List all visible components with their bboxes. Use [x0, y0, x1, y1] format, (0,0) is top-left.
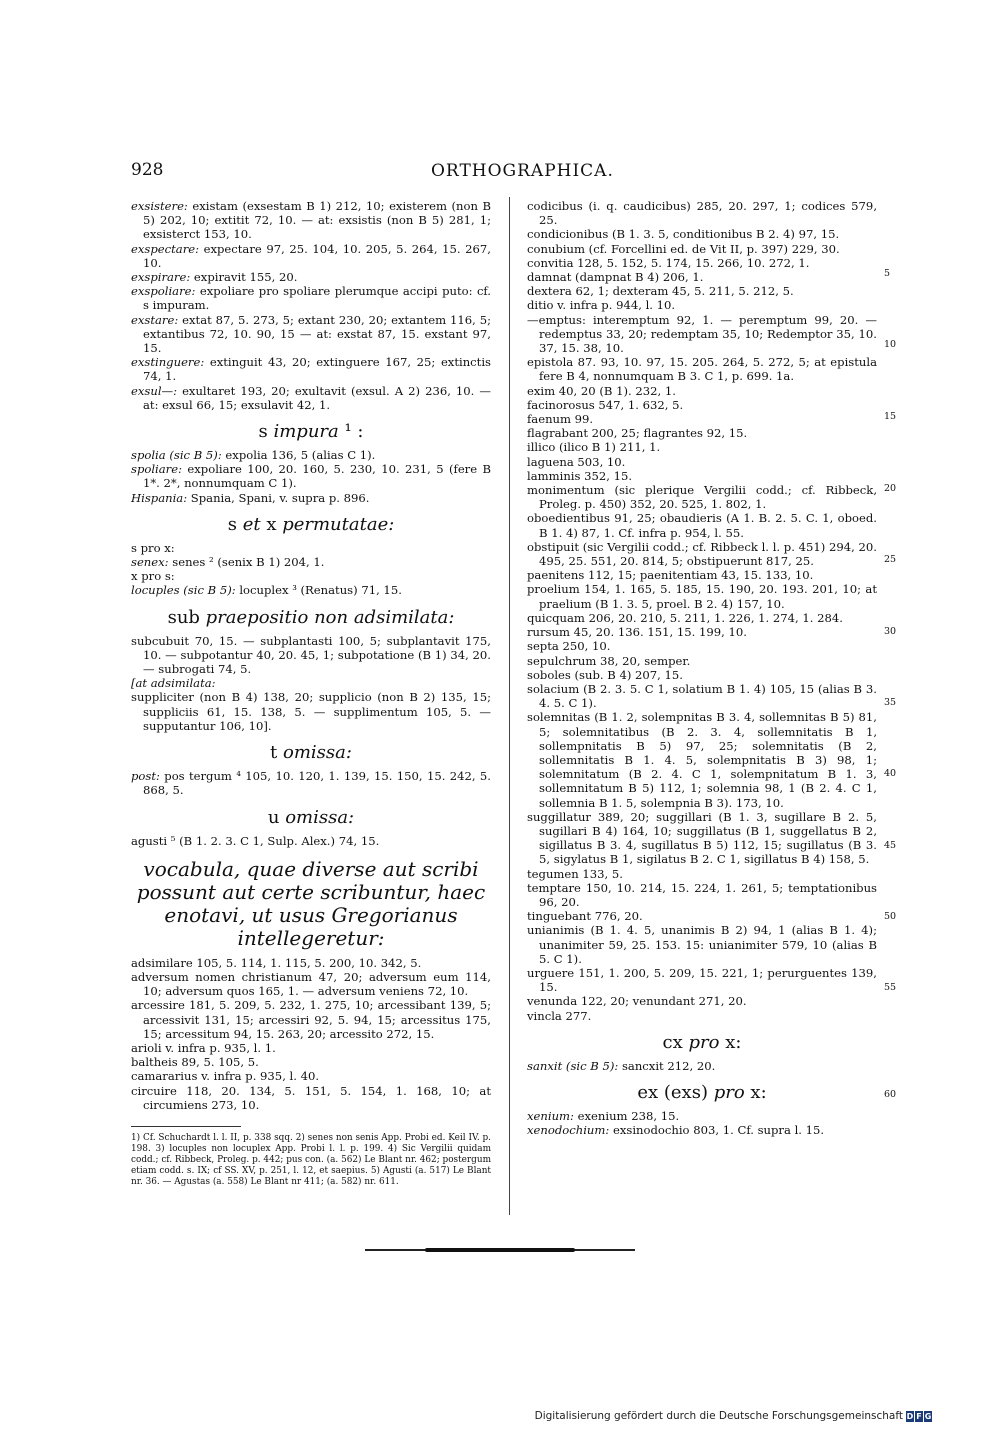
line-number: 5: [884, 268, 891, 279]
list-item: flagrabant 200, 25; flagrantes 92, 15.: [527, 426, 748, 441]
list-item: spoliare: expoliare 100, 20. 160, 5. 230, 10. 231, 5 (fere B 1*. 2*, nonnumquam C 1).: [131, 462, 491, 491]
column-divider: [509, 197, 510, 1215]
dfg-logo-icon: D F G: [906, 1411, 932, 1421]
list-item: exspirare: expiravit 155, 20.: [131, 270, 298, 285]
list-item: tinguebant 776, 20.: [527, 909, 643, 924]
section-heading-t: t omissa:: [270, 742, 352, 764]
list-item: venunda 122, 20; venundant 271, 20.: [527, 994, 747, 1009]
digitization-note-text: Digitalisierung gefördert durch die Deutsche Forschungsgemeinschaft: [534, 1410, 903, 1422]
list-item: solacium (B 2. 3. 5. C 1, solatium B 1. 4) 105, 15 (alias B 3. 4. 5. C 1).: [527, 681, 877, 711]
list-item: arioli v. infra p. 935, l. 1.: [131, 1040, 276, 1055]
list-item: epistola 87. 93, 10. 97, 15. 205. 264, 5. 272, 5; at epistula fere B 4, nonnumquam B 3. C 1, p. 699. 1a.: [527, 355, 877, 384]
list-item: paenitens 112, 15; paenitentiam 43, 15. 133, 10.: [527, 568, 814, 583]
footnote-divider: [131, 1126, 241, 1127]
section-heading-permutatae: s et x permutatae:: [227, 513, 395, 535]
right-column: [527, 199, 877, 1137]
list-item: arcessire 181, 5. 209, 5. 232, 1. 275, 10; arcessibant 139, 5; arcessivit 131, 15; arcessiri 92, 5. 94, 15; arcessitus 175, 15; arcessitum 94, 15. 263, 20; arcessito 272, 15.: [131, 998, 491, 1041]
sub-label: x pro s:: [131, 569, 175, 584]
running-head: ORTHOGRAPHICA.: [431, 161, 614, 181]
list-item: vincla 277.: [527, 1008, 592, 1023]
page-number: 928: [131, 160, 164, 180]
list-item: soboles (sub. B 4) 207, 15.: [527, 667, 683, 682]
line-number: 45: [884, 840, 897, 851]
list-item: condicionibus (B 1. 3. 5, conditionibus B 2. 4) 97, 15.: [527, 227, 840, 242]
list-item: locuples (sic B 5): locuplex ³ (Renatus) 71, 15.: [131, 583, 402, 598]
line-number: 20: [884, 483, 897, 494]
bottom-ornament: [365, 1248, 635, 1252]
list-item: Hispania: Spania, Spani, v. supra p. 896.: [131, 490, 370, 505]
list-item: adsimilare 105, 5. 114, 1. 115, 5. 200, 10. 342, 5.: [131, 955, 422, 970]
list-item: baltheis 89, 5. 105, 5.: [131, 1055, 259, 1070]
line-number: 15: [884, 411, 897, 422]
list-item: proelium 154, 1. 165, 5. 185, 15. 190, 20. 193. 201, 10; at praelium (B 1. 3. 5, proel. B 2. 4) 157, 10.: [527, 582, 877, 611]
list-item: dextera 62, 1; dexteram 45, 5. 211, 5. 212, 5.: [527, 284, 794, 299]
left-column: [131, 199, 491, 1188]
list-item: exstinguere: extinguit 43, 20; extinguere 167, 25; extinctis 74, 1.: [131, 355, 491, 384]
list-item: exspectare: expectare 97, 25. 104, 10. 205, 5. 264, 15. 267, 10.: [131, 241, 491, 270]
list-item: suggillatur 389, 20; suggillari (B 1. 3, sugillare B 2. 5, sugillari B 4) 164, 10; suggillatus (B 1, suggellatus B 2, sigillatus B 3. 4, sugillatus B 5) 112, 15; sugillatus (B 3. 5, sigylatus B 1, sigilatus B 2. C 1, sigillatus B 4) 158, 5.: [527, 809, 877, 867]
list-item: tegumen 133, 5.: [527, 866, 623, 881]
list-item: spolia (sic B 5): expolia 136, 5 (alias C 1).: [131, 448, 376, 463]
footnotes: 1) Cf. Schuchardt l. l. II, p. 338 sqq. 2) senes non senis App. Probi ed. Keil IV. p. 198. 3) locuples non locuplex App. Probi l. l. p. 199. 4) Sic Vergilii quidam codd.; cf. Ribbeck, Proleg. p. 442; pus con. (a. 562) Le Blant nr. 462; postergum etiam codd. s. IX; cf SS. XV, p. 251, l. 12, et saepius. 5) Agusti (a. 517) Le Blant nr. 36. — Agustas (a. 558) Le Blant nr 411; (a. 582) nr. 611.: [131, 1132, 491, 1187]
digitization-note: [535, 1410, 932, 1422]
list-item: sanxit (sic B 5): sancxit 212, 20.: [527, 1058, 716, 1073]
list-item: senex: senes ² (senix B 1) 204, 1.: [131, 555, 325, 570]
line-number: 55: [884, 982, 897, 993]
section-heading-cx: cx pro x:: [662, 1031, 742, 1053]
list-item: exsul—: exultaret 193, 20; exultavit (exsul. A 2) 236, 10. — at: exsul 66, 15; exsulavit 42, 1.: [131, 383, 491, 412]
section-heading-sub: sub praepositio non adsimilata:: [167, 606, 455, 628]
sub-label: [at adsimilata:: [131, 676, 216, 691]
list-item: subcubuit 70, 15. — subplantasti 100, 5; subplantavit 175, 10. — subpotantur 40, 20. 45, 1; subpotatione (B 1) 34, 20. — subrogati 74, 5.: [131, 633, 491, 677]
list-item: suppliciter (non B 4) 138, 20; supplicio (non B 2) 135, 15; suppliciis 61, 15. 138, 5. — supplimentum 105, 5. — supputantur 106, 10].: [131, 690, 491, 733]
list-item: facinorosus 547, 1. 632, 5.: [527, 397, 684, 412]
list-item: codicibus (i. q. caudicibus) 285, 20. 297, 1; codices 579, 25.: [527, 199, 877, 228]
list-item: circuire 118, 20. 134, 5. 151, 5. 154, 1. 168, 10; at circumiens 273, 10.: [131, 1083, 491, 1112]
sub-label: s pro x:: [131, 540, 175, 555]
line-number: 35: [884, 697, 897, 708]
list-item: monimentum (sic plerique Vergilii codd.; cf. Ribbeck, Proleg. p. 450) 352, 20. 525, 1. 802, 1.: [527, 483, 877, 512]
list-item: exstare: extat 87, 5. 273, 5; extant 230, 20; extantem 116, 5; extantibus 72, 10. 90, 15 — at: exstat 87, 15. exstant 97, 15.: [131, 312, 491, 356]
list-item: convitia 128, 5. 152, 5. 174, 15. 266, 10. 272, 1.: [527, 255, 810, 270]
line-number: 25: [884, 554, 897, 565]
list-item: ditio v. infra p. 944, l. 10.: [527, 298, 676, 313]
list-item: damnat (dampnat B 4) 206, 1.: [527, 270, 704, 285]
line-number: 30: [884, 626, 897, 637]
line-number: 10: [884, 339, 897, 350]
list-item: laguena 503, 10.: [527, 454, 626, 469]
list-item: adversum nomen christianum 47, 20; adversum eum 114, 10; adversum quos 165, 1. — adversum veniens 72, 10.: [131, 969, 491, 999]
list-item: quicquam 206, 20. 210, 5. 211, 1. 226, 1. 274, 1. 284.: [527, 610, 843, 625]
section-heading-u: u omissa:: [267, 806, 355, 828]
section-heading-impura: s impura ¹ :: [258, 421, 364, 443]
list-item: sepulchrum 38, 20, semper.: [527, 653, 691, 668]
list-item: urguere 151, 1. 200, 5. 209, 15. 221, 1; perurguentes 139, 15.: [527, 965, 877, 995]
vocabula-heading: vocabula, quae diverse aut scribi possunt aut certe scribuntur, haec enotavi, ut usus Gregorianus intellegeretur:: [136, 856, 486, 950]
line-number: 60: [884, 1089, 897, 1100]
list-item: camararius v. infra p. 935, l. 40.: [131, 1069, 320, 1084]
list-item: rursum 45, 20. 136. 151, 15. 199, 10.: [527, 625, 747, 640]
list-item: oboedientibus 91, 25; obaudieris (A 1. B. 2. 5. C. 1, oboed. B 1. 4) 87, 1. Cf. infra p. 954, l. 55.: [527, 511, 877, 540]
list-item: lamminis 352, 15.: [527, 468, 633, 483]
list-item: —emptus: interemptum 92, 1. — peremptum 99, 20. — redemptus 33, 20; redemptam 35, 10; Redemptor 35, 10. 37, 15. 38, 10.: [527, 312, 877, 356]
line-number: 50: [884, 911, 897, 922]
list-item: temptare 150, 10. 214, 15. 224, 1. 261, 5; temptationibus 96, 20.: [527, 880, 877, 909]
list-item: exspoliare: expoliare pro spoliare plerumque accipi puto: cf. s impuram.: [131, 284, 491, 313]
list-item: post: pos tergum ⁴ 105, 10. 120, 1. 139, 15. 150, 15. 242, 5. 868, 5.: [131, 769, 491, 798]
list-item: agusti ⁵ (B 1. 2. 3. C 1, Sulp. Alex.) 74, 15.: [131, 833, 380, 848]
list-item: faenum 99.: [527, 412, 594, 427]
line-number: 40: [884, 768, 897, 779]
list-item: xenium: exenium 238, 15.: [527, 1108, 680, 1123]
list-item: conubium (cf. Forcellini ed. de Vit II, p. 397) 229, 30.: [527, 241, 840, 256]
section-heading-exs: ex (exs) pro x:: [637, 1081, 767, 1103]
list-item: unianimis (B 1. 4. 5, unanimis B 2) 94, 1 (alias B 1. 4); unanimiter 59, 25. 153. 15: unianimiter 579, 10 (alias B 5. C 1).: [527, 923, 877, 966]
list-item: xenodochium: exsinodochio 803, 1. Cf. supra l. 15.: [527, 1123, 825, 1138]
list-item: illico (ilico B 1) 211, 1.: [527, 440, 661, 455]
list-item: exim 40, 20 (B 1). 232, 1.: [527, 383, 676, 398]
list-item: solemnitas (B 1. 2, solempnitas B 3. 4, sollemnitas B 5) 81, 5; solemnitatibus (B 2. 3. 4, sollemnitatis B 1, sollempnitatis B 5) 97, 25; solemnitatis (B 2, sollemnitatis B 1. 4. 5, solempnitatis B 3) 98, 1; solemnitatum (B 2. 4. C 1, solempnitatum B 1. 3, sollemnitatum B 5) 112, 1; solemnia 98, 1 (B 2. 4. C 1, sollemnia B 1. 5, solempnia B 3). 173, 10.: [527, 710, 877, 810]
list-item: exsistere: existam (exsestam B 1) 212, 10; existerem (non B 5) 202, 10; extitit 72, 10. — at: exsistis (non B 5) 281, 1; exsisterct 153, 10.: [131, 199, 491, 242]
list-item: septa 250, 10.: [527, 639, 611, 654]
list-item: obstipuit (sic Vergilii codd.; cf. Ribbeck l. l. p. 451) 294, 20. 495, 25. 551, 20. 814, 5; obstipuerunt 817, 25.: [527, 539, 877, 569]
